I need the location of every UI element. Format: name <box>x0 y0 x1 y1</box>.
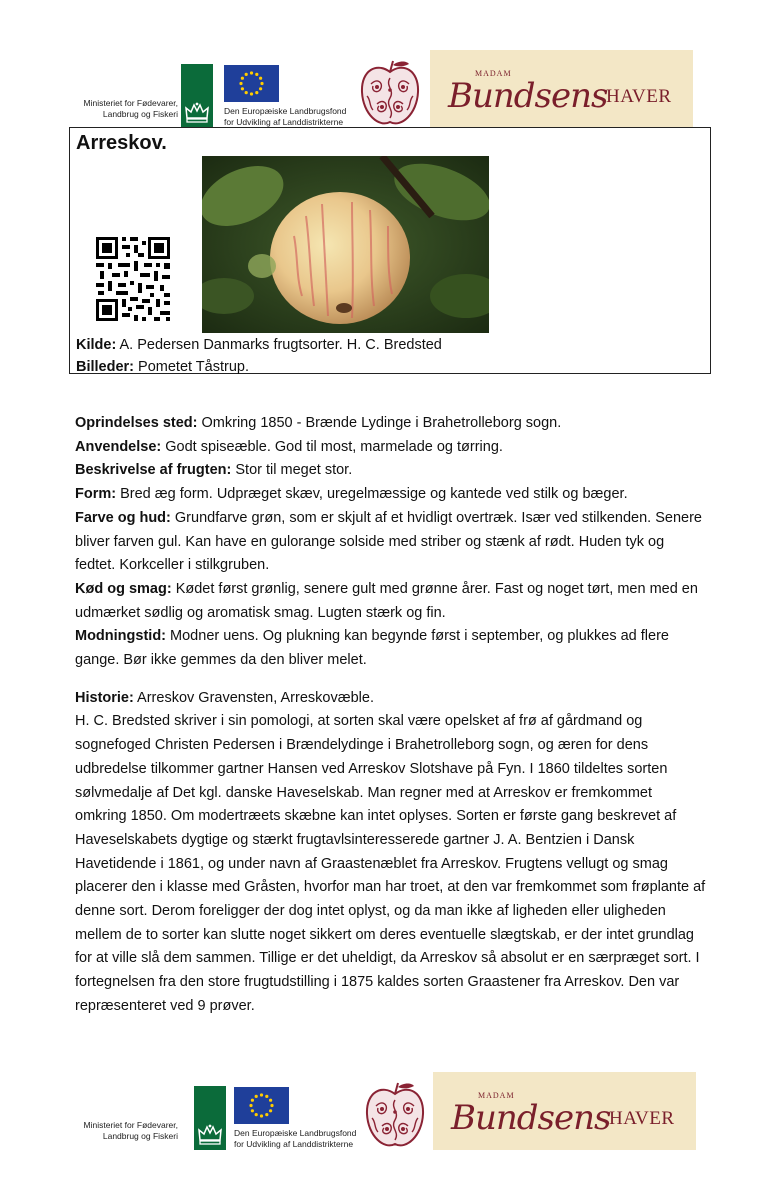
detail-origin <box>75 412 707 436</box>
ministry-name <box>72 98 178 120</box>
detail-label: Farve og hud: <box>75 509 171 526</box>
madam-bundsens-haver-logo <box>433 1072 696 1150</box>
ministry-line-2: Landbrug og Fiskeri <box>102 1131 178 1141</box>
source-text: A. Pedersen Danmarks frugtsorter. H. C. Bredsted <box>116 337 442 353</box>
brand-name: Bundsens <box>448 76 608 116</box>
variety-info-box <box>69 127 711 374</box>
brand-haver: HAVER <box>609 1108 675 1129</box>
detail-label: Anvendelse: <box>75 438 162 455</box>
detail-label: Kød og smag: <box>75 580 172 597</box>
ministry-line-1: Ministeriet for Fødevarer, <box>83 1120 178 1130</box>
detail-label: Form: <box>75 486 117 503</box>
variety-description <box>75 412 707 1019</box>
detail-ripening <box>75 625 707 672</box>
detail-flesh-taste <box>75 578 707 625</box>
detail-usage <box>75 436 707 460</box>
detail-text: Bred æg form. Udpræget skæv, uregelmæssige og kantede ved stilk og bæger. <box>116 486 628 503</box>
variety-title: Arreskov. <box>76 132 167 154</box>
eu-fund-line-1: Den Europæiske Landbrugsfond <box>234 1128 357 1138</box>
madam-bundsens-haver-logo <box>430 50 693 128</box>
eu-fund-name <box>234 1128 374 1150</box>
eu-fund-line-2: for Udvikling af Landdistrikterne <box>224 117 344 127</box>
royal-crown-icon <box>194 1086 226 1150</box>
ministry-line-2: Landbrug og Fiskeri <box>102 109 178 119</box>
detail-text: Grundfarve grøn, som er skjult af et hvidligt overtræk. Især ved stilkenden. Senere bliver farven gul. Kan have en gulorange solside med striber og stænk af rødt. Huden tyk og fedtet. Korkceller i stilkgruben. <box>75 509 702 574</box>
detail-text: Omkring 1850 - Brænde Lydinge i Brahetrolleborg sogn. <box>197 415 562 431</box>
detail-fruit-description <box>75 459 707 483</box>
history-intro-text: Arreskov Gravensten, Arreskovæble. <box>133 689 374 706</box>
ornamental-apple-icon <box>357 58 423 130</box>
detail-text: Kødet først grønlig, senere gult med grønne årer. Fast og noget tørt, men med en udmærket sødlig og aromatisk smag. Lugten stærk og fin. <box>75 580 698 621</box>
brand-name: Bundsens <box>451 1098 611 1138</box>
eu-fund-line-1: Den Europæiske Landbrugsfond <box>224 106 347 116</box>
eu-fund-name <box>224 106 364 128</box>
images-line <box>76 356 442 378</box>
images-text: Pometet Tåstrup. <box>134 359 249 375</box>
detail-label: Beskrivelse af frugten: <box>75 462 232 479</box>
history-body: H. C. Bredsted skriver i sin pomologi, at sorten skal være opelsket af frø af gårdmand og sognefoged Christen Pedersen i Brændelydinge i Brahetrolleborg sogn, og æren for dens udbredelse tilkommer gartner Hansen ved Arreskov Slotshave på Fyn. I 1860 tildeltes sorten sølvmedalje af Det kgl. danske Haveselskab. Man regner med at Arreskov er fremkommet omkring 1850. Om modertræets skæbne kan intet oplyses. Sorten er første gang beskrevet af Haveselskabets dygtige og stærkt frugtavlsinteresserede gartner J. A. Bentzien i Dansk Havetidende i 1861, og under navn af Graastenæblet fra Arreskov. Frugtens vellugt og smag placerer den i klasse med Gråsten, hvorfor man har troet, at den var fremkommet som frøplante af denne sort. Derom foreligger der dog intet oplyst, og da man ikke af ligheden eller uligheden mellem de to sorter kan slutte noget sikkert om deres eventuelle slægtskab, er der intet grundlag for at ville slå dem sammen. Tillige er det uheldigt, da Arreskov så absolut er en særpræget sort. I fortegnelsen fra den store frugtudstilling i 1875 kaldes sorten Graastener fra Arreskov. Den var repræsenteret ved 9 prøver. <box>75 713 706 1014</box>
eu-flag-icon <box>224 65 279 102</box>
history-label: Historie: <box>75 689 134 706</box>
history-intro <box>75 687 707 711</box>
footer-logo-bar <box>0 1068 784 1148</box>
detail-label: Modningstid: <box>75 628 167 645</box>
detail-text: Stor til meget stor. <box>231 462 353 479</box>
detail-shape <box>75 483 707 507</box>
detail-color-skin <box>75 507 707 578</box>
eu-flag-icon <box>234 1087 289 1124</box>
ministry-name <box>72 1120 178 1142</box>
brand-small: MADAM <box>475 69 512 78</box>
images-label: Billeder: <box>76 359 135 375</box>
header-logo-bar <box>0 46 784 126</box>
ministry-line-1: Ministeriet for Fødevarer, <box>83 98 178 108</box>
source-label: Kilde: <box>76 337 117 353</box>
detail-text: Godt spiseæble. God til most, marmelade og tørring. <box>161 438 503 455</box>
ornamental-apple-icon <box>362 1080 428 1152</box>
brand-haver: HAVER <box>606 86 672 107</box>
royal-crown-icon <box>181 64 213 128</box>
detail-text: Modner uens. Og plukning kan begynde først i september, og plukkes ad flere gange. Bør ikke gemmes da den bliver melet. <box>75 628 669 669</box>
eu-fund-line-2: for Udvikling af Landdistrikterne <box>234 1139 354 1149</box>
source-info <box>76 334 442 378</box>
apple-photo <box>202 156 489 333</box>
detail-label: Oprindelses sted: <box>75 415 198 431</box>
brand-small: MADAM <box>478 1091 515 1100</box>
qr-code-icon[interactable] <box>94 235 172 323</box>
source-line <box>76 334 442 356</box>
